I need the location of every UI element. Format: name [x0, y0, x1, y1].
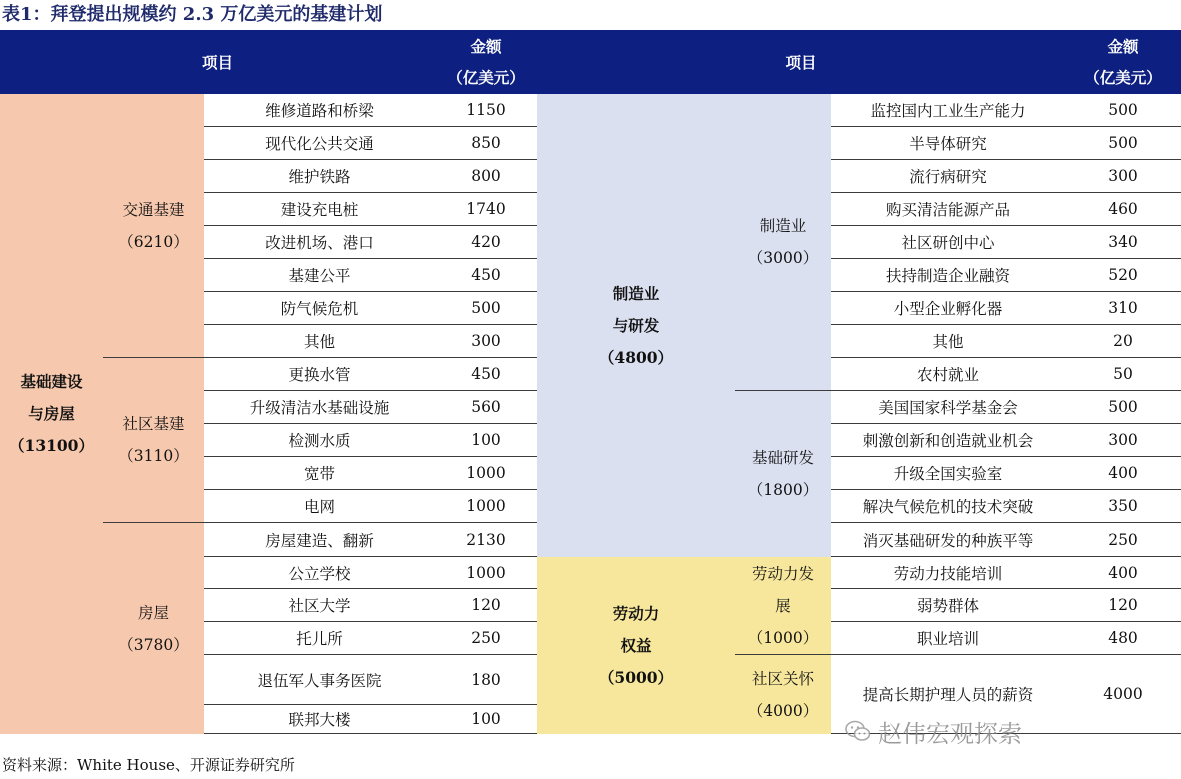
table-cell-amount: 500 [435, 292, 537, 325]
subcategory-manufacturing: 制造业 （3000） [735, 94, 831, 391]
table-cell-item: 提高长期护理人员的薪资 [831, 655, 1065, 734]
table-cell-amount: 1150 [435, 94, 537, 127]
table-cell-amount: 180 [435, 655, 537, 705]
table-cell-item: 电网 [204, 490, 435, 523]
subcategory-transport: 交通基建 （6210） [103, 94, 204, 358]
table-cell-item: 社区大学 [204, 589, 435, 622]
subcategory-basic-research: 基础研发 （1800） [735, 391, 831, 557]
table-cell-amount: 520 [1065, 259, 1181, 292]
table-cell-amount: 250 [1065, 523, 1181, 557]
watermark-text: 赵伟宏观探索 [878, 719, 1022, 748]
table-cell-amount: 120 [1065, 589, 1181, 622]
header-amount-left: 金额 （亿美元） [435, 30, 537, 94]
subcategory-housing: 房屋 （3780） [103, 523, 204, 734]
table-cell-amount: 450 [435, 259, 537, 292]
table-cell-item: 基建公平 [204, 259, 435, 292]
table-cell-amount: 500 [1065, 391, 1181, 424]
table-cell-amount: 120 [435, 589, 537, 622]
table-cell-item: 职业培训 [831, 622, 1065, 655]
table-cell-item: 解决气候危机的技术突破 [831, 490, 1065, 523]
table-cell-amount: 4000 [1065, 655, 1181, 734]
table-cell-amount: 460 [1065, 193, 1181, 226]
table-cell-item: 半导体研究 [831, 127, 1065, 160]
table-cell-item: 其他 [204, 325, 435, 358]
table-cell-amount: 450 [435, 358, 537, 391]
table-cell-amount: 500 [1065, 127, 1181, 160]
table-cell-item: 宽带 [204, 457, 435, 490]
table-cell-item: 升级清洁水基础设施 [204, 391, 435, 424]
subcategory-community-care: 社区关怀 （4000） [735, 655, 831, 734]
table-cell-item: 社区研创中心 [831, 226, 1065, 259]
table-cell-item: 现代化公共交通 [204, 127, 435, 160]
header-item-right: 项目 [537, 30, 1065, 94]
wechat-icon [844, 719, 872, 743]
table-cell-item: 房屋建造、翻新 [204, 523, 435, 557]
table-cell-item: 维护铁路 [204, 160, 435, 193]
table-cell-amount: 1000 [435, 490, 537, 523]
table-cell-item: 扶持制造企业融资 [831, 259, 1065, 292]
table-cell-item: 其他 [831, 325, 1065, 358]
table-cell-amount: 20 [1065, 325, 1181, 358]
table-cell-amount: 500 [1065, 94, 1181, 127]
table-cell-amount: 100 [435, 705, 537, 734]
subcategory-community: 社区基建 （3110） [103, 358, 204, 523]
table-cell-amount: 420 [435, 226, 537, 259]
table-cell-amount: 1740 [435, 193, 537, 226]
table-cell-item: 流行病研究 [831, 160, 1065, 193]
budget-table [0, 30, 1162, 750]
header-item-left: 项目 [0, 30, 435, 94]
table-cell-item: 退伍军人事务医院 [204, 655, 435, 705]
table-cell-item: 劳动力技能培训 [831, 557, 1065, 589]
table-title: 表1：拜登提出规模约 2.3 万亿美元的基建计划 [2, 4, 383, 25]
table-cell-amount: 310 [1065, 292, 1181, 325]
table-cell-amount: 1000 [435, 457, 537, 490]
table-cell-amount: 350 [1065, 490, 1181, 523]
category-manufacturing-rd: 制造业 与研发 （4800） [537, 94, 735, 557]
table-cell-amount: 300 [1065, 424, 1181, 457]
table-cell-amount: 300 [435, 325, 537, 358]
table-cell-item: 维修道路和桥梁 [204, 94, 435, 127]
table-cell-amount: 50 [1065, 358, 1181, 391]
table-cell-item: 联邦大楼 [204, 705, 435, 734]
table-cell-amount: 480 [1065, 622, 1181, 655]
table-cell-item: 升级全国实验室 [831, 457, 1065, 490]
table-cell-item: 检测水质 [204, 424, 435, 457]
table-cell-amount: 400 [1065, 557, 1181, 589]
table-cell-item: 建设充电桩 [204, 193, 435, 226]
source-note: 资料来源：White House、开源证券研究所 [2, 756, 295, 774]
table-cell-item: 防气候危机 [204, 292, 435, 325]
category-infrastructure-housing: 基础建设 与房屋 （13100） [0, 94, 103, 734]
table-cell-amount: 300 [1065, 160, 1181, 193]
table-cell-amount: 340 [1065, 226, 1181, 259]
table-cell-item: 更换水管 [204, 358, 435, 391]
category-labor-rights: 劳动力 权益 （5000） [537, 557, 735, 734]
table-cell-amount: 560 [435, 391, 537, 424]
table-cell-amount: 400 [1065, 457, 1181, 490]
table-cell-item: 托儿所 [204, 622, 435, 655]
table-cell-item: 小型企业孵化器 [831, 292, 1065, 325]
table-cell-amount: 800 [435, 160, 537, 193]
table-cell-amount: 250 [435, 622, 537, 655]
table-cell-item: 公立学校 [204, 557, 435, 589]
table-cell-item: 刺激创新和创造就业机会 [831, 424, 1065, 457]
subcategory-workforce-development: 劳动力发 展 （1000） [735, 557, 831, 655]
watermark [844, 716, 1022, 746]
table-cell-item: 监控国内工业生产能力 [831, 94, 1065, 127]
table-cell-amount: 850 [435, 127, 537, 160]
header-amount-right: 金额 （亿美元） [1065, 30, 1181, 94]
table-cell-item: 农村就业 [831, 358, 1065, 391]
table-cell-item: 弱势群体 [831, 589, 1065, 622]
table-cell-item: 消灭基础研发的种族平等 [831, 523, 1065, 557]
table-cell-item: 美国国家科学基金会 [831, 391, 1065, 424]
table-cell-item: 改进机场、港口 [204, 226, 435, 259]
table-cell-amount: 2130 [435, 523, 537, 557]
table-cell-amount: 100 [435, 424, 537, 457]
table-cell-item: 购买清洁能源产品 [831, 193, 1065, 226]
table-cell-amount: 1000 [435, 557, 537, 589]
